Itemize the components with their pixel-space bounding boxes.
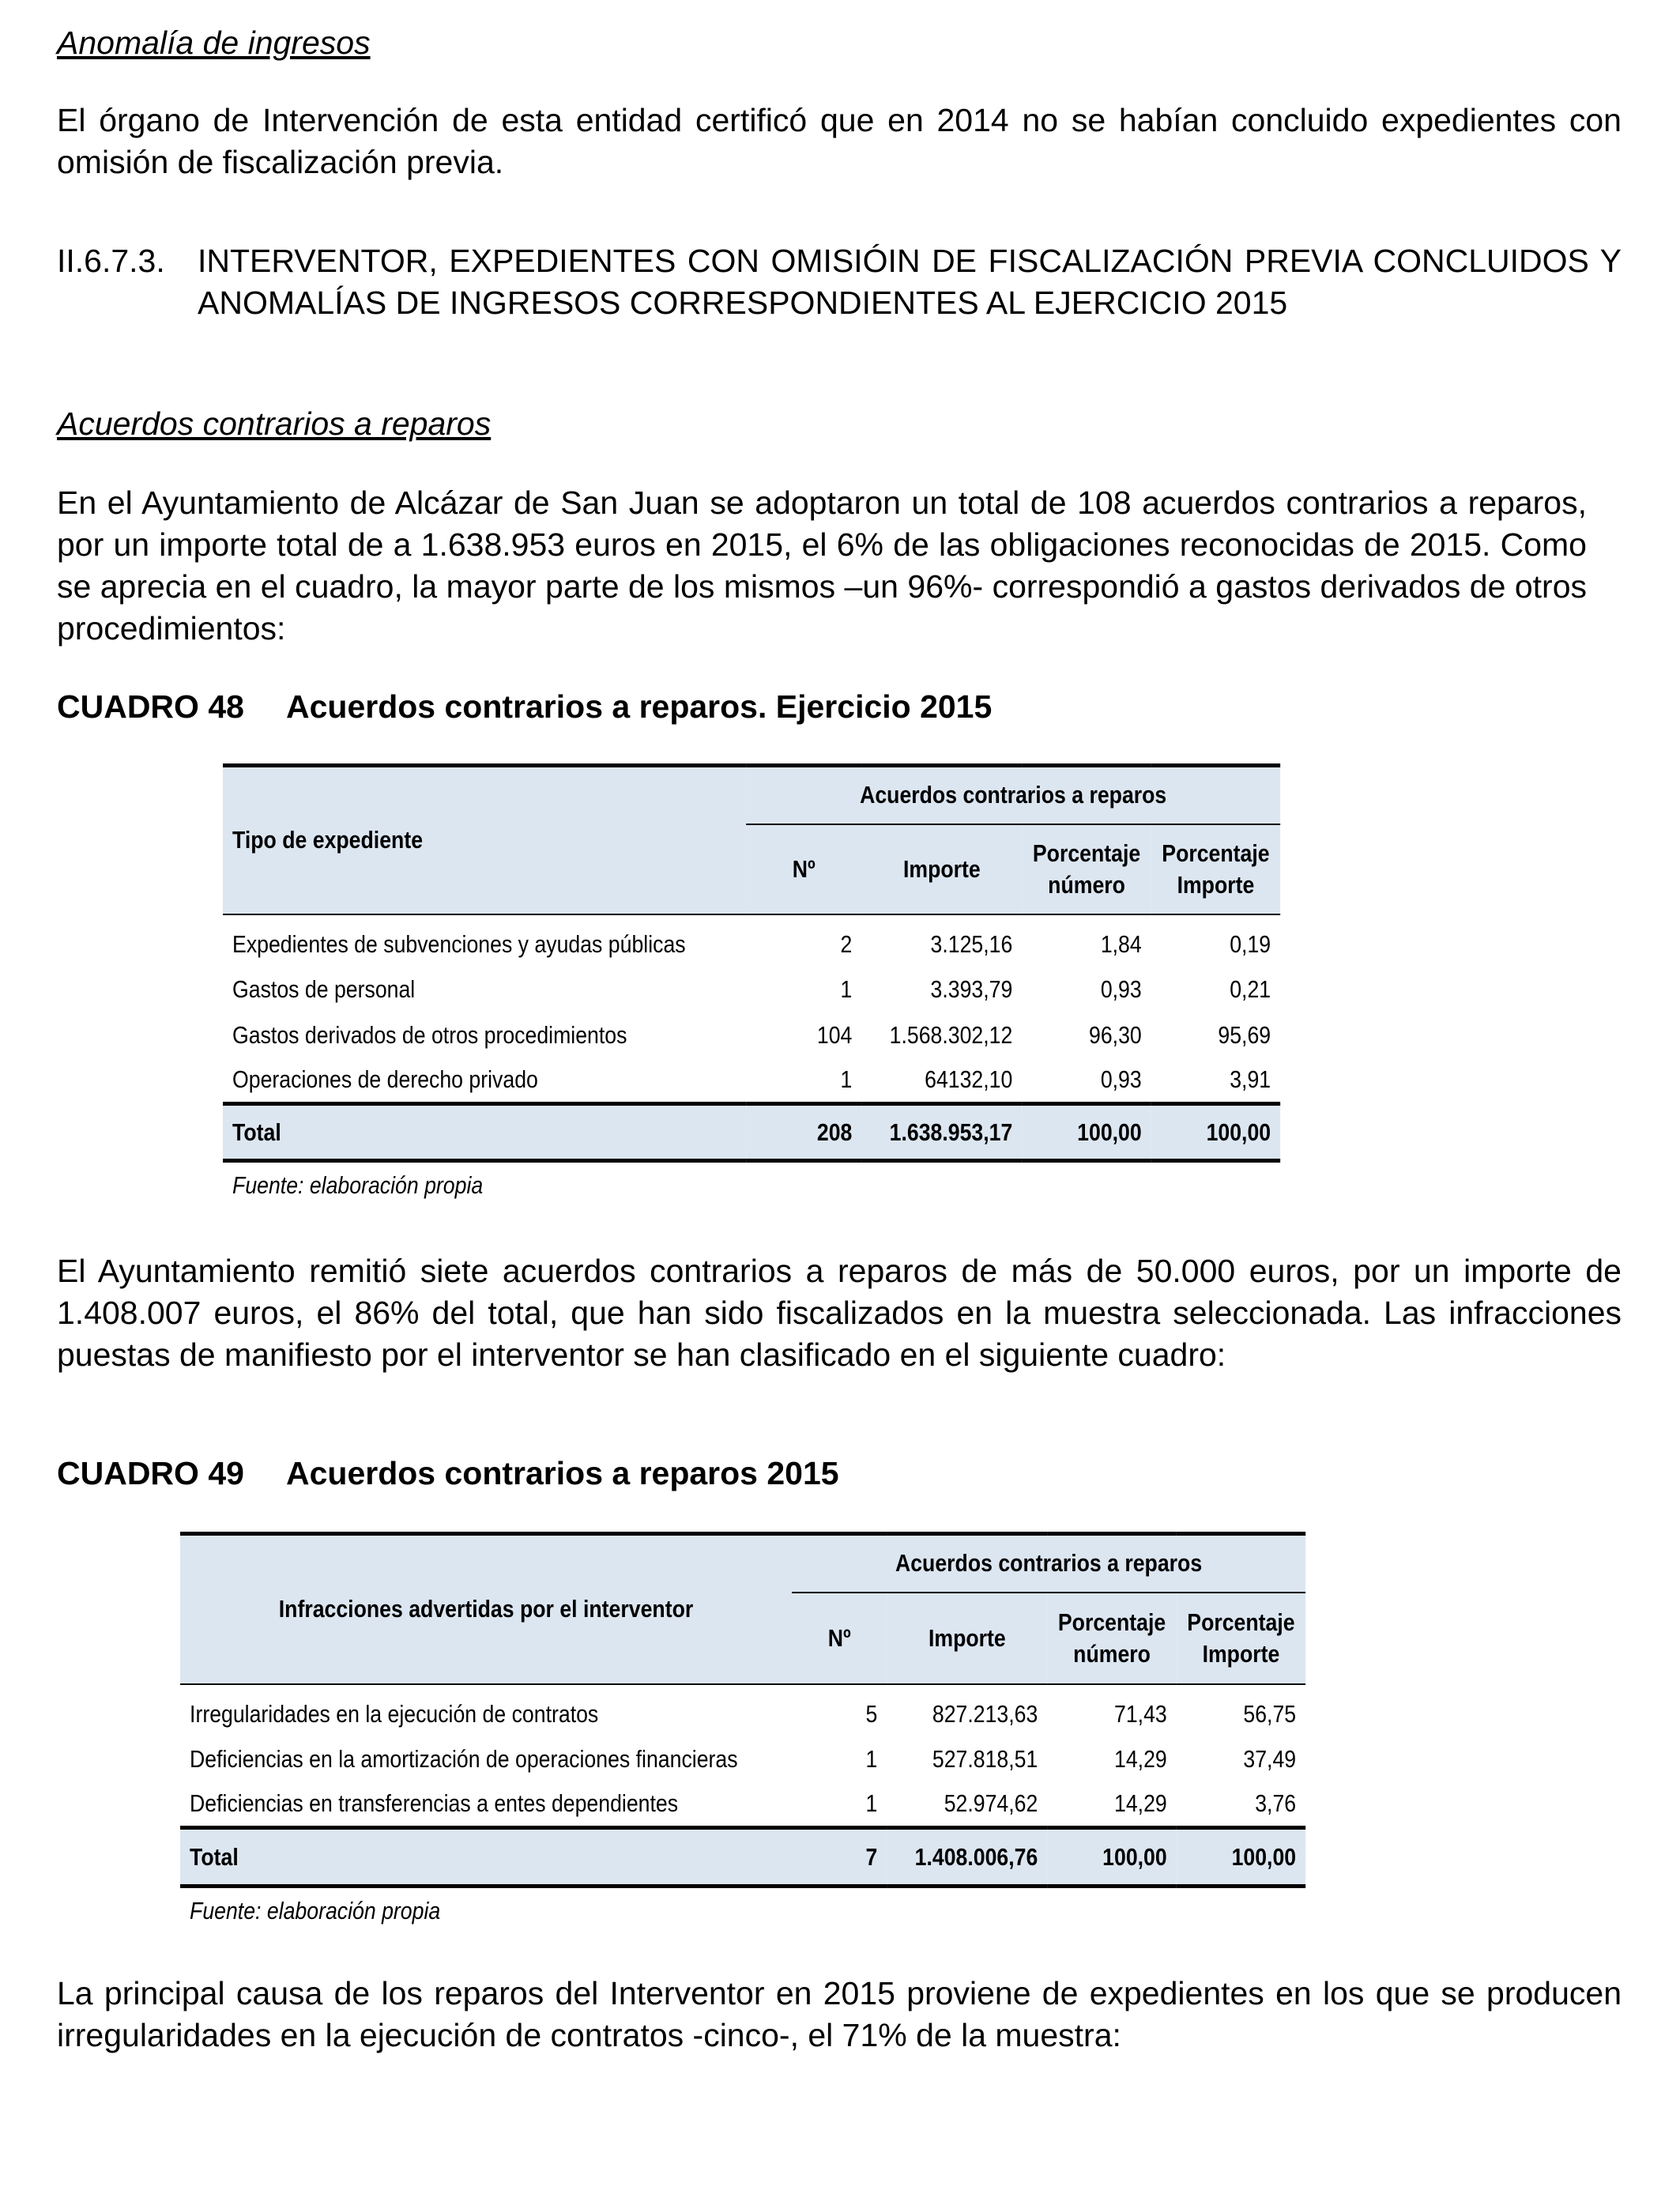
cuadro-49-col-n: Nº (792, 1593, 887, 1684)
heading-acuerdos: Acuerdos contrarios a reparos (57, 405, 492, 442)
table-row: Gastos derivados de otros procedimientos 104 1.568.302,12 96,30 95,69 (232, 1020, 1271, 1049)
cuadro-48-table (223, 763, 1280, 1202)
cuadro-49-number: CUADRO 49 (57, 1455, 244, 1491)
cuadro-49-caption (57, 1453, 1622, 1495)
table-row: Deficiencias en la amortización de operaciones financieras 1 527.818,51 14,29 37,49 (190, 1744, 1297, 1773)
table-total-row: Total 7 1.408.006,76 100,00 100,00 (180, 1828, 1305, 1887)
cuadro-48-source: Fuente: elaboración propia (232, 1171, 484, 1199)
cuadro-49-col-importe: Importe (887, 1593, 1047, 1684)
paragraph-siete-acuerdos: El Ayuntamiento remitió siete acuerdos contrarios a reparos de más de 50.000 euros, por un importe de 1.408.007 euros, el 86% del total, que han sido fiscalizados en la muestra seleccionada. Las infracciones puestas de manifiesto por el interventor se han clasificado en el siguiente cuadro: (57, 1253, 1622, 1373)
paragraph-final: La principal causa de los reparos del Interventor en 2015 proviene de expedientes en los que se producen irregularidades en la ejecución de contratos -cinco-, el 71% de la muestra: (57, 1975, 1622, 2053)
section-title: INTERVENTOR, EXPEDIENTES CON OMISIÓIN DE FISCALIZACIÓN PREVIA CONCLUIDOS Y ANOMALÍAS DE INGRESOS CORRESPONDIENTES AL EJERCICIO 2015 (198, 243, 1622, 321)
cuadro-49-row-header: Infracciones advertidas por el interventor (180, 1534, 792, 1684)
cuadro-48-number: CUADRO 48 (57, 688, 244, 725)
cuadro-49-table (180, 1532, 1305, 1928)
cuadro-48-col-importe: Importe (861, 824, 1022, 914)
cuadro-48-group-header: Acuerdos contrarios a reparos (746, 766, 1280, 824)
paragraph-anomalia-2014: El órgano de Intervención de esta entidad certificó que en 2014 no se habían concluido expedientes con omisión de fiscalización previa. (57, 102, 1622, 180)
cuadro-48-col-n: Nº (746, 824, 861, 914)
cuadro-49-source: Fuente: elaboración propia (190, 1896, 441, 1924)
cuadro-49-group-header: Acuerdos contrarios a reparos (792, 1534, 1305, 1593)
table-row: Irregularidades en la ejecución de contratos 5 827.213,63 71,43 56,75 (190, 1700, 1297, 1728)
table-row: Gastos de personal 1 3.393,79 0,93 0,21 (232, 974, 1271, 1003)
section-heading (57, 240, 1622, 324)
heading-anomalia-2014: Anomalía de ingresos (57, 25, 371, 61)
cuadro-49-col-pct-imp: Porcentaje Importe (1177, 1593, 1305, 1684)
paragraph-acuerdos: En el Ayuntamiento de Alcázar de San Juan se adoptaron un total de 108 acuerdos contrarios a reparos, por un importe total de a 1.638.953 euros en 2015, el 6% de las obligaciones reconocidas de 2015. Como se aprecia en el cuadro, la mayor parte de los mismos –un 96%- correspondió a gastos derivados de otros procedimientos: (57, 484, 1587, 647)
cuadro-48-row-header: Tipo de expediente (223, 766, 746, 914)
cuadro-48-col-pct-imp: Porcentaje Importe (1151, 824, 1280, 914)
table-total-row: Total 208 1.638.953,17 100,00 100,00 (223, 1104, 1280, 1161)
cuadro-48-col-pct-num: Porcentaje número (1022, 824, 1151, 914)
table-row: Operaciones de derecho privado 1 64132,10 0,93 3,91 (232, 1065, 1271, 1094)
cuadro-49-title: Acuerdos contrarios a reparos 2015 (286, 1455, 839, 1491)
table-row: Deficiencias en transferencias a entes dependientes 1 52.974,62 14,29 3,76 (190, 1789, 1297, 1818)
cuadro-48-caption (57, 686, 1622, 728)
cuadro-49-col-pct-num: Porcentaje número (1047, 1593, 1176, 1684)
table-row: Expedientes de subvenciones y ayudas públicas 2 3.125,16 1,84 0,19 (232, 930, 1271, 958)
section-number: II.6.7.3. (57, 243, 165, 279)
cuadro-48-title: Acuerdos contrarios a reparos. Ejercicio 2015 (286, 688, 993, 725)
